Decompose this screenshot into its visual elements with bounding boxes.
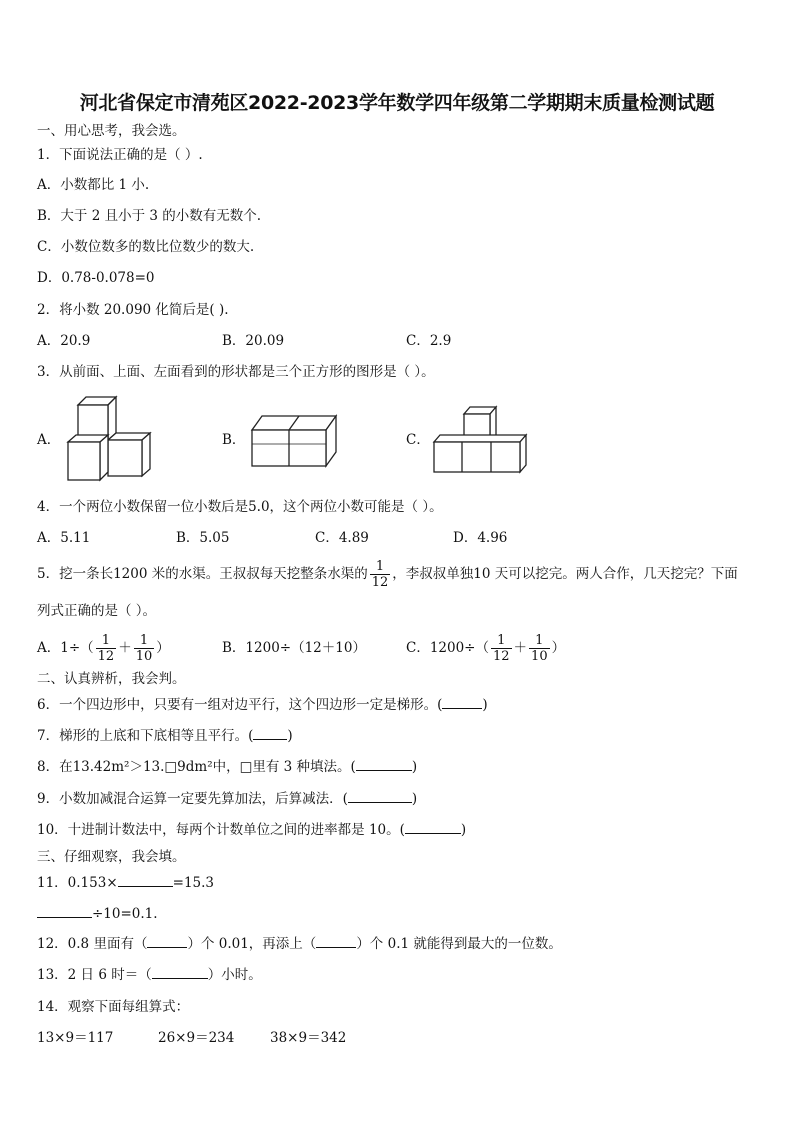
q5-a-den-2: 10 (135, 649, 153, 664)
q6-close: ) (482, 697, 488, 713)
q5-fraction (370, 559, 391, 590)
q11-line2 (37, 905, 158, 923)
q10-text: 10．十进制计数法中，每两个计数单位之间的进率都是 10。( (37, 822, 405, 838)
q11-blank-2[interactable] (37, 905, 92, 918)
page-title: 河北省保定市清苑区2022-2023学年数学四年级第二学期期末质量检测试题 (79, 92, 715, 114)
q12-pre: 12．0.8 里面有（ (37, 936, 148, 952)
q5-stem-line2: 列式正确的是（ ）。 (37, 603, 157, 619)
q5-c-frac-2 (529, 633, 550, 664)
q13 (37, 966, 262, 984)
q1-option-b[interactable]: B．大于 2 且小于 3 的小数有无数个. (37, 208, 262, 224)
q12 (37, 935, 562, 953)
q12-blank-2[interactable] (316, 935, 356, 948)
q5-c-frac-1 (491, 633, 512, 664)
q2-option-a[interactable]: A．20.9 (37, 333, 91, 349)
q4-stem: 4．一个两位小数保留一位小数后是5.0，这个两位小数可能是（ ）。 (37, 499, 443, 515)
q5-frac-denominator: 12 (371, 575, 389, 590)
q5-c-den-2: 10 (531, 649, 548, 664)
q2-option-b[interactable]: B．20.09 (222, 333, 285, 349)
q3-option-a[interactable]: A． (37, 432, 61, 448)
q5-c-den-1: 12 (493, 649, 510, 664)
q5-c-num-1: 1 (491, 633, 512, 649)
q5-a-post: ） (156, 640, 170, 656)
q5-c-post: ） (551, 640, 566, 656)
q1-option-c[interactable]: C．小数位数多的数比位数少的数大. (37, 239, 255, 255)
q5-a-num-2: 1 (134, 633, 155, 649)
q6-text: 6．一个四边形中，只要有一组对边平行，这个四边形一定是梯形。( (37, 697, 443, 713)
q4-option-c[interactable]: C．4.89 (315, 530, 369, 546)
q13-blank[interactable] (152, 966, 208, 979)
q10 (37, 821, 466, 839)
q5-option-c[interactable] (406, 630, 565, 666)
q5-a-frac-1 (96, 633, 117, 664)
q5-c-pre: C．1200÷（ (406, 640, 489, 656)
q12-mid: ）个 0.01，再添上（ (187, 936, 317, 952)
q3-figure-a (62, 394, 154, 482)
q8-close: ) (411, 759, 418, 775)
q8-answer-blank[interactable] (356, 758, 412, 771)
q1-option-d[interactable]: D．0.78-0.078=0 (37, 270, 155, 286)
q14-stem: 14．观察下面每组算式： (37, 999, 190, 1015)
q9-text: 9．小数加减混合运算一定要先算加法，后算减法．( (37, 791, 348, 807)
q7 (37, 727, 293, 745)
q13-post: ）小时。 (207, 967, 262, 983)
q1-option-a[interactable]: A．小数都比 1 小. (37, 177, 150, 193)
q4-option-a[interactable]: A．5.11 (37, 530, 91, 546)
q3-figure-c (430, 402, 530, 476)
q5-a-pre: A．1÷（ (37, 640, 94, 656)
q3-stem: 3．从前面、上面、左面看到的形状都是三个正方形的图形是（ ）。 (37, 364, 435, 380)
q9-answer-blank[interactable] (348, 790, 412, 803)
q5-stem-post: ，李叔叔单独10 天可以挖完。两人合作，几天挖完？下面 (392, 566, 738, 582)
q8 (37, 758, 417, 776)
q11-line1 (37, 874, 214, 892)
q5-stem (37, 556, 738, 592)
q5-c-num-2: 1 (529, 633, 550, 649)
q2-stem: 2．将小数 20.090 化简后是( ). (37, 302, 229, 318)
q9 (37, 790, 417, 808)
q3-option-b[interactable]: B． (222, 432, 246, 448)
q11-line2-post: ÷10=0.1. (92, 906, 158, 922)
q14-expression-2: 26×9＝234 (158, 1030, 235, 1046)
q3-option-c[interactable]: C． (406, 432, 430, 448)
q5-option-b[interactable]: B．1200÷（12＋10） (222, 640, 366, 656)
q11-line1-pre: 11．0.153× (37, 875, 118, 891)
q4-option-b[interactable]: B．5.05 (176, 530, 230, 546)
q14-expression-3: 38×9＝342 (270, 1030, 347, 1046)
section-2-heading: 二、认真辨析，我会判。 (37, 671, 186, 687)
q14-expression-1: 13×9＝117 (37, 1030, 114, 1046)
q5-c-plus: ＋ (513, 640, 528, 656)
q2-option-c[interactable]: C．2.9 (406, 333, 452, 349)
q12-blank-1[interactable] (147, 935, 187, 948)
q6-answer-blank[interactable] (442, 696, 482, 709)
q5-option-a[interactable] (37, 630, 170, 666)
q5-a-frac-2 (134, 633, 155, 664)
q3-figure-b (250, 410, 340, 470)
q5-stem-pre: 5．挖一条长1200 米的水渠。王叔叔每天挖整条水渠的 (37, 566, 368, 582)
q4-option-d[interactable]: D．4.96 (453, 530, 508, 546)
q11-line1-post: =15.3 (172, 875, 215, 891)
q7-text: 7．梯形的上底和下底相等且平行。( (37, 728, 254, 744)
q1-stem: 1．下面说法正确的是（ ）. (37, 147, 203, 163)
q6 (37, 696, 488, 714)
q11-blank-1[interactable] (118, 874, 173, 887)
q10-answer-blank[interactable] (405, 821, 461, 834)
section-1-heading: 一、用心思考，我会选。 (37, 123, 186, 139)
q5-frac-numerator: 1 (370, 559, 391, 575)
q10-close: ) (460, 822, 467, 838)
q7-answer-blank[interactable] (253, 727, 287, 740)
section-3-heading: 三、仔细观察，我会填。 (37, 849, 186, 865)
q5-a-den-1: 12 (97, 649, 115, 664)
q8-text: 8．在13.42m²＞13.□9dm²中，□里有 3 种填法。( (37, 759, 356, 775)
q12-post: ）个 0.1 就能得到最大的一位数。 (356, 936, 562, 952)
q13-pre: 13．2 日 6 时＝（ (37, 967, 152, 983)
q5-a-plus: ＋ (118, 640, 132, 656)
q7-close: ) (287, 728, 293, 744)
q5-a-num-1: 1 (96, 633, 117, 649)
q9-close: ) (411, 791, 418, 807)
